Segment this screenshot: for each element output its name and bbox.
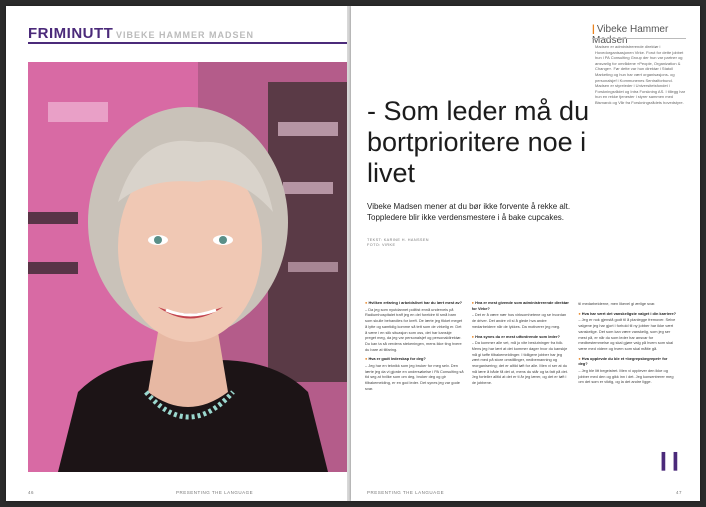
article-credits xyxy=(367,238,429,248)
sidebar-bio: Madsen er administrerende direktør i Hovedorganisasjonen Virke. Forut for dette jobbet hun i PA Consulting Group der hun var partner og ansvarlig for områdene «People, Organization & Change». Før dette var hun direktør i Statoil Marketing og hun har vært organisasjons- og personalsjef i Kommunenes Sentralforbund. Madsen er styreleder i Universitetsfondet i Forskningsrådet og Intra Forskning AS. I tillegg har hun en rekke tjenester i styrer sammen med Bismarck og Vår fra Forskningsrådets hovedstyre. xyxy=(595,44,686,105)
answer: – Det er å være nær hos virksomhetene og se hvordan de driver. Det andre vil si å glede hva andre medarbeidere når de lykkes. Da motiverer jeg meg. xyxy=(471,312,567,329)
sidebar-rule xyxy=(592,38,686,39)
sidebar-bullet-icon: | xyxy=(592,24,595,35)
kicker-subtitle: VIBEKE HAMMER MADSEN xyxy=(116,30,255,40)
body-column-1 xyxy=(365,300,464,478)
page-number-left: 46 xyxy=(28,490,35,495)
question-bullet-icon: ● xyxy=(471,333,476,339)
kicker-rule xyxy=(28,42,347,44)
credit-photo: FOTO: VIRKE xyxy=(367,243,396,247)
body-column-2 xyxy=(472,300,571,478)
question-bullet-icon: ● xyxy=(578,355,582,361)
question: ● Hvilken erfaring i arbeidslivet har du lært mest av? xyxy=(365,300,463,305)
answer: – Jeg er nok gjenstå godt til å planlegge fremover. Selve valgene jeg har gjort i forhold til ny jobber har ikke vært vanskelige. Det som kan være vanskelig, som jeg ser mest på, er når du som leder har ansvar for medbestemmelse og skal gjøre valg på hvem som skal være med videre og hvem som skal måtte gå. xyxy=(578,317,676,351)
question: ● Hva opplevde du ble et «begrepsbegrepet» for deg? xyxy=(578,355,668,367)
page-number-right: 47 xyxy=(675,490,682,495)
article-ingress: Vibeke Madsen mener at du bør ikke forvente å rekke alt. Toppledere blir ikke verdensmestere i å bake cupcakes. xyxy=(367,202,571,222)
question: ● Hva har vært det vanskeligste valget i din karriere? xyxy=(578,310,677,316)
portrait-photo xyxy=(28,62,347,472)
end-mark-icon: ❙❙ xyxy=(655,450,680,470)
sidebar-name xyxy=(592,24,700,46)
credit-text: TEKST: KARINE H. HANSSEN xyxy=(367,238,429,242)
sidebar-name-text: Vibeke Hammer Madsen xyxy=(592,24,669,46)
question: ● Hva synes du er mest utfordrende som leder? xyxy=(471,333,560,339)
question-bullet-icon: ● xyxy=(578,310,582,316)
kicker-title: FRIMINUTT xyxy=(28,25,114,42)
question-bullet-icon: ● xyxy=(471,300,476,305)
right-page xyxy=(351,6,700,501)
answer: – Jeg har en teknikk som jeg bruker for meg selv. Den lærte jeg da vi gjorde en undersøkelse i PA Consulting så tid seg at hvilke som om deg, bruker deg og gir tilbakemelding, er en god leder. Det synes jeg var gode svar. xyxy=(365,363,464,391)
footer-text-left: PRESENTING THE LANGUAGE xyxy=(176,490,254,495)
question-bullet-icon: ● xyxy=(365,356,369,362)
left-page xyxy=(6,6,347,501)
question-bullet-icon: ● xyxy=(365,300,369,305)
question: ● Hva er godt lederskap for deg? xyxy=(365,356,426,362)
answer: – Jeg ble litt begeistret. Men vi opplever den ikke og jobber med den og gikk inn i det. Jeg konsentrerer meg om det som er viktig, og la det andre ligge. xyxy=(578,368,674,385)
answer: til medarbeiderne, men likevel gi ærlige svar. xyxy=(578,301,656,306)
question: ● Hva er mest givende som administrerende direktør for Virke? xyxy=(471,300,569,311)
answer: – Da kommer alle vet, må jo vite beslutninger fra folk. Mens jeg har lært at det kommer dager hvor du kanskje må gi tøffe tilbakemeldinger. I tidligere jobber har jeg vært med på store omstillinger, nedbemanning og reorganisering; det er alltid tøft for alle. Men vi ser at du må lære å både få det ut, mens du står og ta fatt på det. Jeg forteller alltid at det er ti år jeg lærer, og det er tøft i de jobbene. xyxy=(471,340,568,386)
footer-text-right: PRESENTING THE LANGUAGE xyxy=(367,490,445,495)
answer: – Da jeg som nyutdannet politist ennå underveis på Radiumhospitalet traff jeg en del foreldre til små barn som skulle behandles for kreft. De lærte jeg fikket meget å lytte og samtidig komme så tett som de virkelig er. Det å være i en slik situasjon som oss, det har kanskje preget meg, da jeg var personalsjef og personaldirektør. Du kan ta så verdens stekeningen, mens ikke ting hvere du bare at tilfaring. xyxy=(365,306,463,352)
section-kicker xyxy=(28,25,254,42)
article-headline: - Som leder må du bortprioritere noe i livet xyxy=(367,96,590,189)
article-body xyxy=(365,300,677,478)
